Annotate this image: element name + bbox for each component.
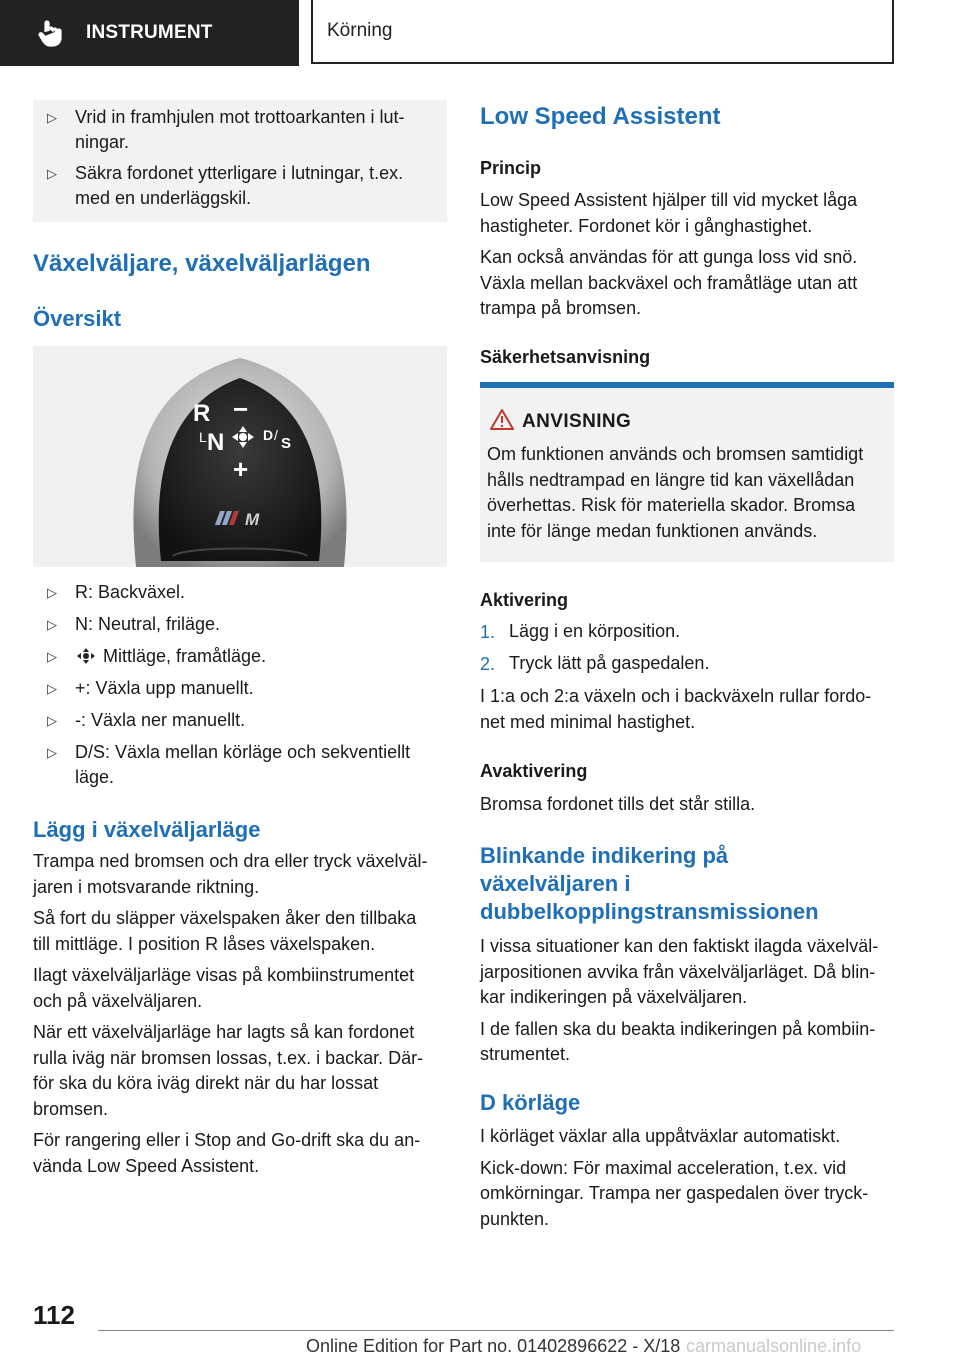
subsection-heading: Översikt — [33, 306, 122, 331]
watermark: carmanualsonline.info — [686, 1336, 862, 1356]
page-number: 112 — [33, 1300, 75, 1330]
step-number: 2. — [480, 654, 496, 674]
triangle-bullet-icon: ▷ — [47, 585, 57, 600]
text-line: rulla iväg när bromsen lossas, t.ex. i backar. Där- — [33, 1047, 424, 1068]
text-line: När ett växelväljarläge har lagts så kan fordonet — [33, 1022, 415, 1042]
subsection-heading — [480, 842, 819, 926]
paragraph — [480, 188, 900, 239]
knob-letter-l: L — [199, 429, 207, 445]
text-line: hastigheter. Fordonet kör i gånghastighet. — [480, 215, 813, 236]
list-item-text: med en underläggskil. — [75, 188, 252, 208]
list-item-text: Mittläge, framåtläge. — [103, 646, 267, 666]
step-text: Lägg i en körposition. — [509, 621, 681, 641]
step-number: 1. — [480, 622, 496, 642]
svg-text:/: / — [274, 427, 278, 443]
page-header — [0, 0, 960, 66]
footer-divider — [98, 1330, 894, 1331]
text-line: bromsen. — [33, 1098, 109, 1119]
text-line: inte för länge medan funktionen används. — [487, 520, 818, 541]
subheading: Princip — [480, 158, 542, 178]
gear-selector-illustration — [33, 346, 447, 567]
paragraph — [33, 1128, 453, 1179]
text-line: Kan också användas för att gunga loss vid snö. — [480, 247, 858, 267]
paragraph — [33, 1020, 453, 1122]
paragraph — [480, 1017, 900, 1068]
triangle-bullet-icon: ▷ — [47, 745, 57, 760]
text-line: punkten. — [480, 1208, 550, 1229]
subsection-heading: D körläge — [480, 1090, 581, 1115]
text-line: net med minimal hastighet. — [480, 711, 696, 732]
list-item — [33, 580, 447, 605]
triangle-bullet-icon: ▷ — [47, 110, 57, 125]
list-item — [33, 612, 447, 637]
mode-bullet-list — [33, 580, 447, 790]
intro-bullet-list — [33, 105, 447, 211]
knob-plus: + — [233, 454, 249, 484]
paragraph — [480, 1156, 900, 1233]
paragraph: Bromsa fordonet tills det står stilla. — [480, 794, 756, 814]
text-line: Så fort du släpper växelspaken åker den tillbaka — [33, 908, 417, 928]
subheading: Aktivering — [480, 590, 569, 610]
knob-letter-r: R — [193, 400, 211, 427]
paragraph — [480, 245, 900, 322]
text-line: I 1:a och 2:a växeln och i backväxeln rullar fordo- — [480, 686, 872, 706]
text-line: trampa på bromsen. — [480, 298, 642, 318]
heading-line: dubbelkopplingstransmissionen — [480, 899, 819, 924]
text-line: För rangering eller i Stop and Go-drift ska du an- — [33, 1130, 421, 1150]
list-item — [33, 644, 447, 669]
text-line: hålls nedtrampad en längre tid kan växellådan — [487, 469, 855, 490]
text-line: I vissa situationer kan den faktiskt ilagda växelväl- — [480, 936, 879, 956]
text-line: Low Speed Assistent hjälper till vid mycket låga — [480, 190, 858, 210]
text-line: för ska du köra iväg direkt när du har lossat — [33, 1073, 379, 1093]
list-item-text: Säkra fordonet ytterligare i lutningar, t.ex. — [75, 163, 404, 183]
text-line: Kick-down: För maximal acceleration, t.ex. vid — [480, 1157, 847, 1178]
warning-triangle-icon — [490, 408, 514, 430]
heading-line: växelväljaren i — [480, 871, 631, 896]
subsection-heading: Lägg i växelväljarläge — [33, 817, 261, 842]
warning-title: ANVISNING — [522, 411, 632, 432]
list-item-text: -: Växla ner manuellt. — [75, 710, 246, 730]
knob-letter-n: N — [207, 429, 225, 456]
step-text: Tryck lätt på gaspedalen. — [509, 653, 710, 673]
text-line: kar indikeringen på växelväljaren. — [480, 987, 748, 1007]
list-item-text: N: Neutral, friläge. — [75, 614, 221, 634]
triangle-bullet-icon: ▷ — [47, 649, 57, 664]
list-item-text: Vrid in framhjulen mot trottoarkanten i lut- — [75, 107, 405, 127]
section-heading: Växelväljare, växelväljarlägen — [33, 250, 371, 277]
text-line: och på växelväljaren. — [33, 990, 203, 1011]
text-line: jaren i motsvarande riktning. — [33, 876, 260, 897]
engage-text — [33, 849, 453, 1179]
list-item-text: läge. — [75, 767, 115, 787]
heading-line: Blinkande indikering på — [480, 843, 729, 868]
text-line: I körläget växlar alla uppåtväxlar automatiskt. — [480, 1126, 841, 1146]
list-item-text: +: Växla upp manuellt. — [75, 678, 254, 698]
list-item — [33, 740, 447, 790]
text-line: överhettas. Risk för materiella skador. Bromsa — [487, 495, 856, 515]
section-heading: Low Speed Assistent — [480, 103, 721, 130]
list-item — [33, 161, 447, 211]
triangle-bullet-icon: ▷ — [47, 713, 57, 728]
section-title-box — [311, 0, 894, 64]
paragraph — [480, 934, 900, 1011]
subheading: Säkerhetsanvisning — [480, 347, 651, 367]
knob-logo-letter: M — [245, 510, 260, 529]
paragraph — [33, 963, 453, 1014]
chapter-tab[interactable] — [0, 0, 299, 66]
gear-knob-icon — [33, 346, 447, 567]
text-line: I de fallen ska du beakta indikeringen på kombiin- — [480, 1018, 876, 1039]
principle-text — [480, 188, 900, 322]
warning-text — [487, 442, 892, 544]
chapter-tab-label: INSTRUMENT — [86, 22, 213, 43]
list-item — [33, 708, 447, 733]
paragraph — [33, 849, 453, 900]
list-item-text: R: Backväxel. — [75, 582, 186, 602]
triangle-bullet-icon: ▷ — [47, 617, 57, 632]
list-item-text: ningar. — [75, 132, 130, 152]
paragraph — [480, 1124, 900, 1150]
triangle-bullet-icon: ▷ — [47, 681, 57, 696]
text-line: Om funktionen används och bromsen samtidigt — [487, 444, 864, 464]
text-line: Trampa ned bromsen och dra eller tryck växelväl- — [33, 851, 428, 871]
subheading: Avaktivering — [480, 761, 588, 781]
text-line: strumentet. — [480, 1044, 571, 1064]
hand-pointer-icon — [36, 18, 66, 48]
activation-note — [480, 684, 900, 735]
list-item — [33, 676, 447, 701]
blink-text — [480, 934, 900, 1068]
center-position-icon — [75, 647, 97, 665]
d-mode-text — [480, 1124, 900, 1232]
knob-letter-d: D — [263, 427, 274, 443]
text-line: Växla mellan backväxel och framåtläge utan att — [480, 272, 858, 293]
text-line: till mittläge. I position R låses växelspaken. — [33, 933, 376, 954]
knob-letter-s: S — [281, 435, 292, 452]
knob-minus: − — [233, 394, 249, 424]
text-line: Ilagt växelväljarläge visas på kombiinstrumentet — [33, 965, 415, 985]
text-line: omkörningar. Trampa ner gaspedalen över tryck- — [480, 1183, 869, 1203]
triangle-bullet-icon: ▷ — [47, 166, 57, 181]
section-title: Körning — [327, 20, 393, 41]
list-item-text: D/S: Växla mellan körläge och sekventiellt — [75, 742, 411, 762]
paragraph — [33, 906, 453, 957]
text-line: vända Low Speed Assistent. — [33, 1155, 260, 1176]
text-line: jarpositionen avvika från växelväljarläget. Då blin- — [480, 961, 876, 982]
list-item — [33, 105, 447, 155]
edition-text: Online Edition for Part no. 01402896622 - X/18 — [306, 1336, 681, 1356]
